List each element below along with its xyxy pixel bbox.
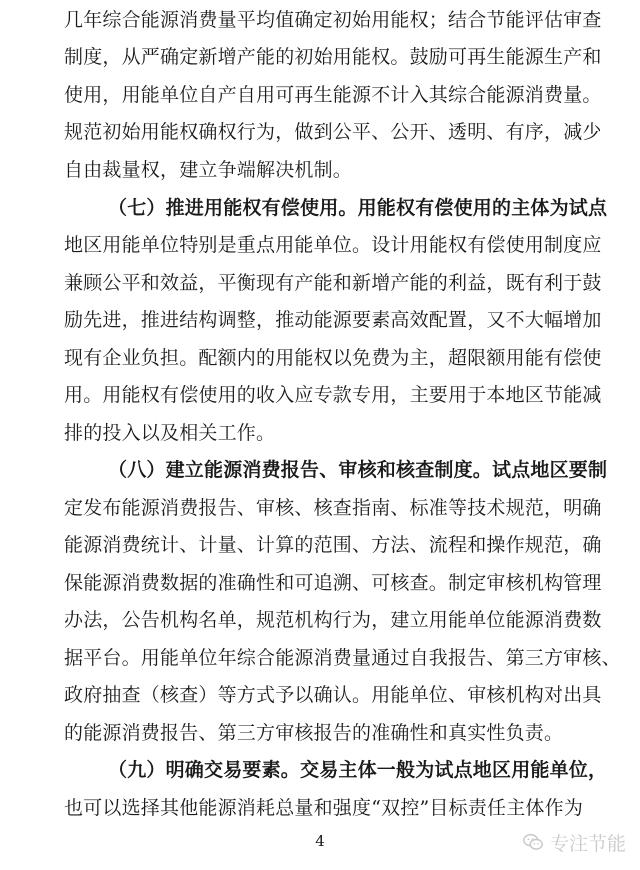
text-line: 也可以选择其他能源消耗总量和强度“双控”目标责任主体作为 — [64, 797, 584, 819]
section-heading-9: （九）明确交易要素。交易主体一般为试点地区用能单位， — [108, 759, 608, 781]
text-line: 政府抽查（核查）等方式予以确认。用能单位、审核机构对出具 — [64, 684, 602, 706]
text-line: 自由裁量权，建立争端解决机制。 — [64, 159, 353, 181]
text-line: 的能源消费报告、第三方审核报告的准确性和真实性负责。 — [64, 722, 564, 744]
text-line: 几年综合能源消费量平均值确定初始用能权；结合节能评估审查 — [64, 9, 602, 31]
text-line: 励先进，推进结构调整，推动能源要素高效配置，又不大幅增加 — [64, 309, 602, 331]
text-line: 用。用能权有偿使用的收入应专款专用，主要用于本地区节能减 — [64, 384, 602, 406]
text-line: 现有企业负担。配额内的用能权以免费为主，超限额用能有偿使 — [64, 347, 602, 369]
text-line: 兼顾公平和效益，平衡现有产能和新增产能的利益，既有利于鼓 — [64, 272, 602, 294]
text-line: 使用，用能单位自产自用可再生能源不计入其综合能源消费量。 — [64, 84, 602, 106]
watermark — [522, 828, 626, 856]
text-line: 能源消费统计、计量、计算的范围、方法、流程和操作规范，确 — [64, 534, 602, 556]
section-heading-8: （八）建立能源消费报告、审核和核查制度。试点地区要制 — [108, 459, 608, 481]
watermark-text: 专注节能 — [549, 832, 626, 855]
text-line: 制度，从严确定新增产能的初始用能权。鼓励可再生能源生产和 — [64, 46, 602, 68]
text-line: 定发布能源消费报告、审核、核查指南、标准等技术规范，明确 — [64, 497, 602, 519]
text-line: 据平台。用能单位年综合能源消费量通过自我报告、第三方审核、 — [64, 647, 621, 669]
text-line: 排的投入以及相关工作。 — [64, 422, 276, 444]
section-heading-7: （七）推进用能权有偿使用。用能权有偿使用的主体为试点 — [108, 197, 608, 219]
text-line: 地区用能单位特别是重点用能单位。设计用能权有偿使用制度应 — [64, 234, 602, 256]
page-number: 4 — [315, 832, 325, 850]
text-line: 规范初始用能权确权行为，做到公平、公开、透明、有序，减少 — [64, 121, 602, 143]
text-line: 办法，公告机构名单，规范机构行为，建立用能单位能源消费数 — [64, 609, 602, 631]
wechat-icon — [522, 831, 544, 853]
text-line: 保能源消费数据的准确性和可追溯、可核查。制定审核机构管理 — [64, 572, 602, 594]
